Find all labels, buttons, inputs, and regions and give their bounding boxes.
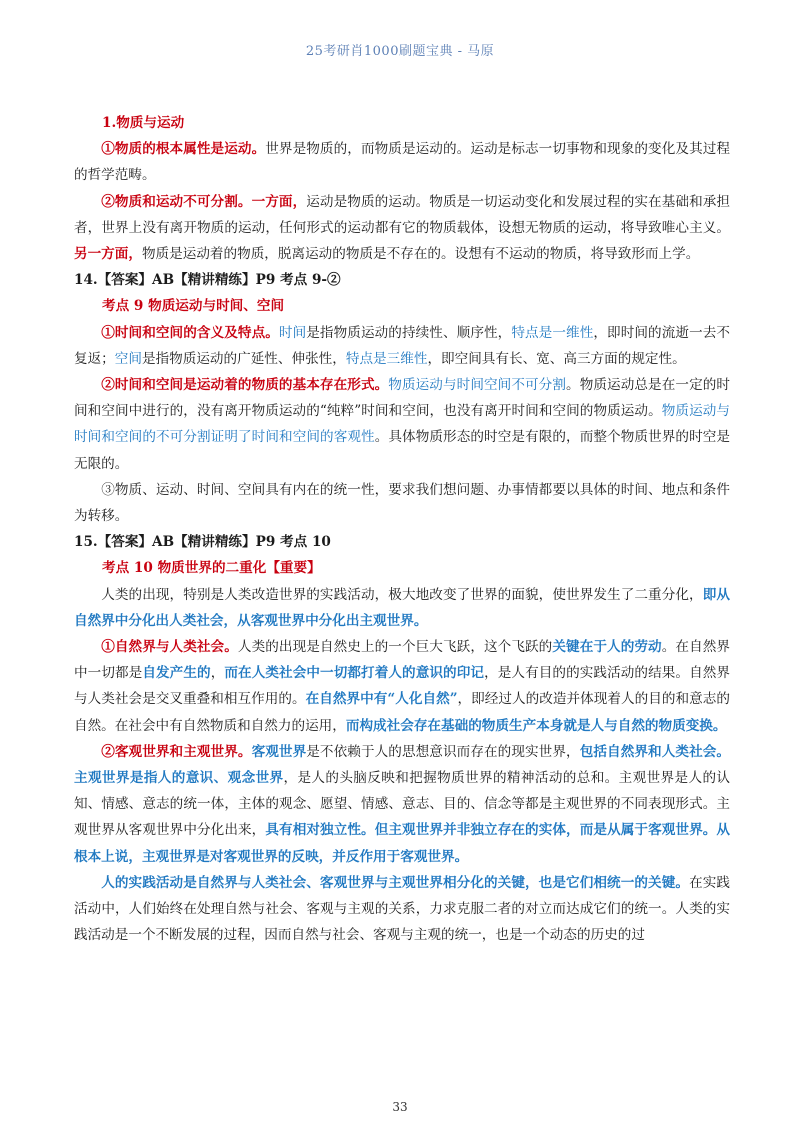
paragraph: ②客观世界和主观世界。客观世界是不依赖于人的思想意识而存在的现实世界，包括自然界和人类社会。主观世界是指人的意识、观念世界，是人的头脑反映和把握物质世界的精神活动的总和。主观世界是人的认知、情感、意志的统一体，主体的观念、愿望、情感、意志、目的、信念等都是主观世界的不同表现形式。主观世界从客观世界中分化出来，具有相对独立性。但主观世界并非独立存在的实体，而是从属于客观世界。从根本上说，主观世界是对客观世界的反映，并反作用于客观世界。 (74, 743, 731, 865)
paragraph: ①物质的根本属性是运动。世界是物质的，而物质是运动的。运动是标志一切事物和现象的变化及其过程的哲学范畴。 (74, 141, 731, 184)
answer-label: 14.【答案】AB【精讲精练】P9 考点 9-② (74, 272, 341, 289)
paragraph: 人类的出现，特别是人类改造世界的实践活动，极大地改变了世界的面貌，使世界发生了二重分化，即从自然界中分化出人类社会，从客观世界中分化出主观世界。 (74, 586, 730, 629)
section-heading: 1.物质与运动 (102, 115, 185, 131)
answer-label: 15.【答案】AB【精讲精练】P9 考点 10 (74, 534, 331, 551)
paragraph: ③物质、运动、时间、空间具有内在的统一性，要求我们想问题、办事情都要以具体的时间、地点和条件为转移。 (74, 481, 730, 525)
page-header: 25考研肖1000刷题宝典 - 马原 (305, 44, 495, 59)
page-number: 33 (392, 1100, 408, 1114)
paragraph: ①自然界与人类社会。人类的出现是自然史上的一个巨大飞跃，这个飞跃的关键在于人的劳动。在自然界中一切都是自发产生的，而在人类社会中一切都打着人的意识的印记，是人有目的的实践活动的结果。自然界与人类社会是交叉重叠和相互作用的。在自然界中有“人化自然”，即经过人的改造并体现着人的目的和意志的自然。在社会中有自然物质和自然力的运用，而构成社会存在基础的物质生产本身就是人与自然的物质变换。 (74, 639, 731, 734)
document-body (74, 110, 730, 949)
paragraph: ②时间和空间是运动着的物质的基本存在形式。物质运动与时间空间不可分割。物质运动总是在一定的时间和空间中进行的，没有离开物质运动的“纯粹”时间和空间，也没有离开时间和空间的物质运动。物质运动与时间和空间的不可分割证明了时间和空间的客观性。具体物质形态的时空是有限的，而整个物质世界的时空是无限的。 (74, 377, 731, 472)
section-heading: 考点 10 物质世界的二重化【重要】 (102, 560, 321, 577)
paragraph: 人的实践活动是自然界与人类社会、客观世界与主观世界相分化的关键，也是它们相统一的关键。在实践活动中，人们始终在处理自然与社会、客观与主观的关系，力求克服二者的对立而达成它们的统一。人类的实践活动是一个不断发展的过程，因而自然与社会、客观与主观的统一，也是一个动态的历史的过 (74, 874, 730, 944)
paragraph: ②物质和运动不可分割。一方面，运动是物质的运动。物质是一切运动变化和发展过程的实在基础和承担者，世界上没有离开物质的运动，任何形式的运动都有它的物质载体，设想无物质的运动，将导致唯心主义。另一方面，物质是运动着的物质，脱离运动的物质是不存在的。设想有不运动的物质，将导致形而上学。 (74, 193, 731, 263)
section-heading: 考点 9 物质运动与时间、空间 (102, 298, 285, 315)
paragraph: ①时间和空间的含义及特点。时间是指物质运动的持续性、顺序性，特点是一维性，即时间的流逝一去不复返；空间是指物质运动的广延性、伸张性，特点是三维性，即空间具有长、宽、高三方面的规定性。 (74, 324, 731, 367)
